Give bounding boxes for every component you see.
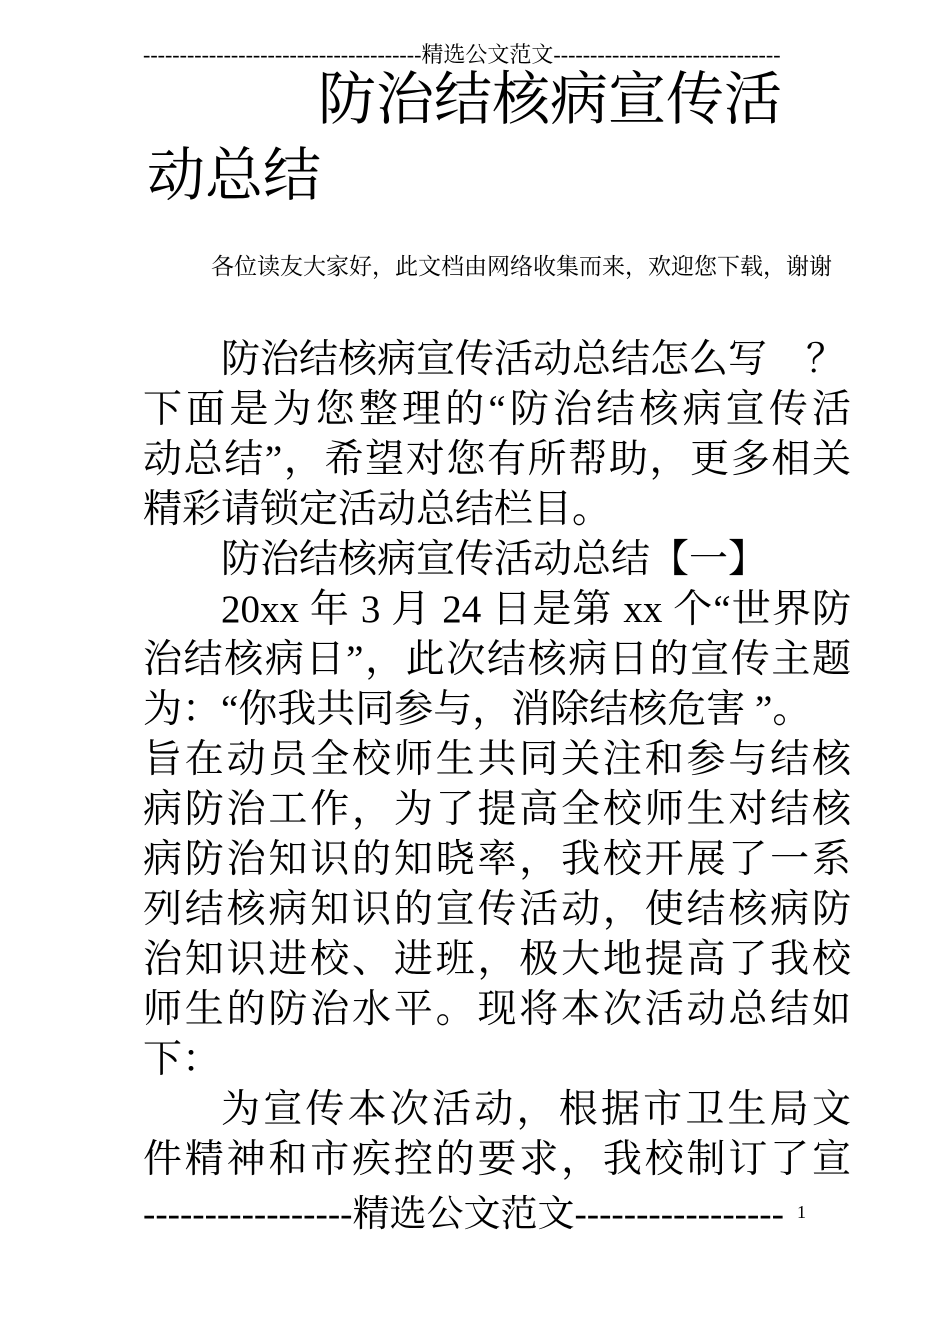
footer-label: 精选公文范文 <box>352 1194 575 1235</box>
body-line: 病防治工作，为了提高全校师生对结核 <box>143 788 851 831</box>
body-line: 病防治知识的知晓率，我校开展了一系 <box>143 838 851 881</box>
download-notice: 各位读友大家好，此文档由网络收集而来，欢迎您下载，谢谢 <box>211 254 832 279</box>
body-line: 件精神和市疾控的要求，我校制订了宣 <box>143 1138 851 1181</box>
header-right-dashes: ------------------------------- <box>553 42 781 67</box>
header-left-dashes: -------------------------------------- <box>143 42 422 67</box>
header-label: 精选公文范文 <box>421 42 554 67</box>
body-line: 精彩请锁定活动总结栏目。 <box>143 488 612 531</box>
page-footer <box>143 1193 784 1237</box>
body-line: 防治结核病宣传活动总结【一】 <box>221 538 768 581</box>
body-line: 列结核病知识的宣传活动，使结核病防 <box>143 888 851 931</box>
body-lines <box>143 335 851 1185</box>
body-line: 下： <box>143 1038 222 1081</box>
body-line: 旨在动员全校师生共同关注和参与结核 <box>143 738 851 781</box>
body-line: 师生的防治水平。现将本次活动总结如 <box>143 988 851 1031</box>
body-line: 动总结”，希望对您有所帮助，更多相关 <box>143 438 851 481</box>
body-line: 治知识进校、进班，极大地提高了我校 <box>143 938 851 981</box>
body-line: 下面是为您整理的“防治结核病宣传活 <box>143 388 851 431</box>
footer-right-dashes: ----------------- <box>574 1194 784 1235</box>
body-line: 防治结核病宣传活动总结怎么写 ？ <box>221 338 846 381</box>
page-number: 1 <box>797 1202 806 1222</box>
document-title: 防治结核病宣传活动总结 <box>147 67 783 208</box>
body-line: 为宣传本次活动，根据市卫生局文 <box>221 1088 851 1131</box>
body-line: 20xx 年 3 月 24 日是第 xx 个“世界防 <box>221 588 851 631</box>
body-line: 治结核病日”，此次结核病日的宣传主题 <box>143 638 851 681</box>
body-line: 为：“你我共同参与，消除结核危害 ”。 <box>143 688 812 731</box>
footer-left-dashes: ----------------- <box>143 1194 353 1235</box>
